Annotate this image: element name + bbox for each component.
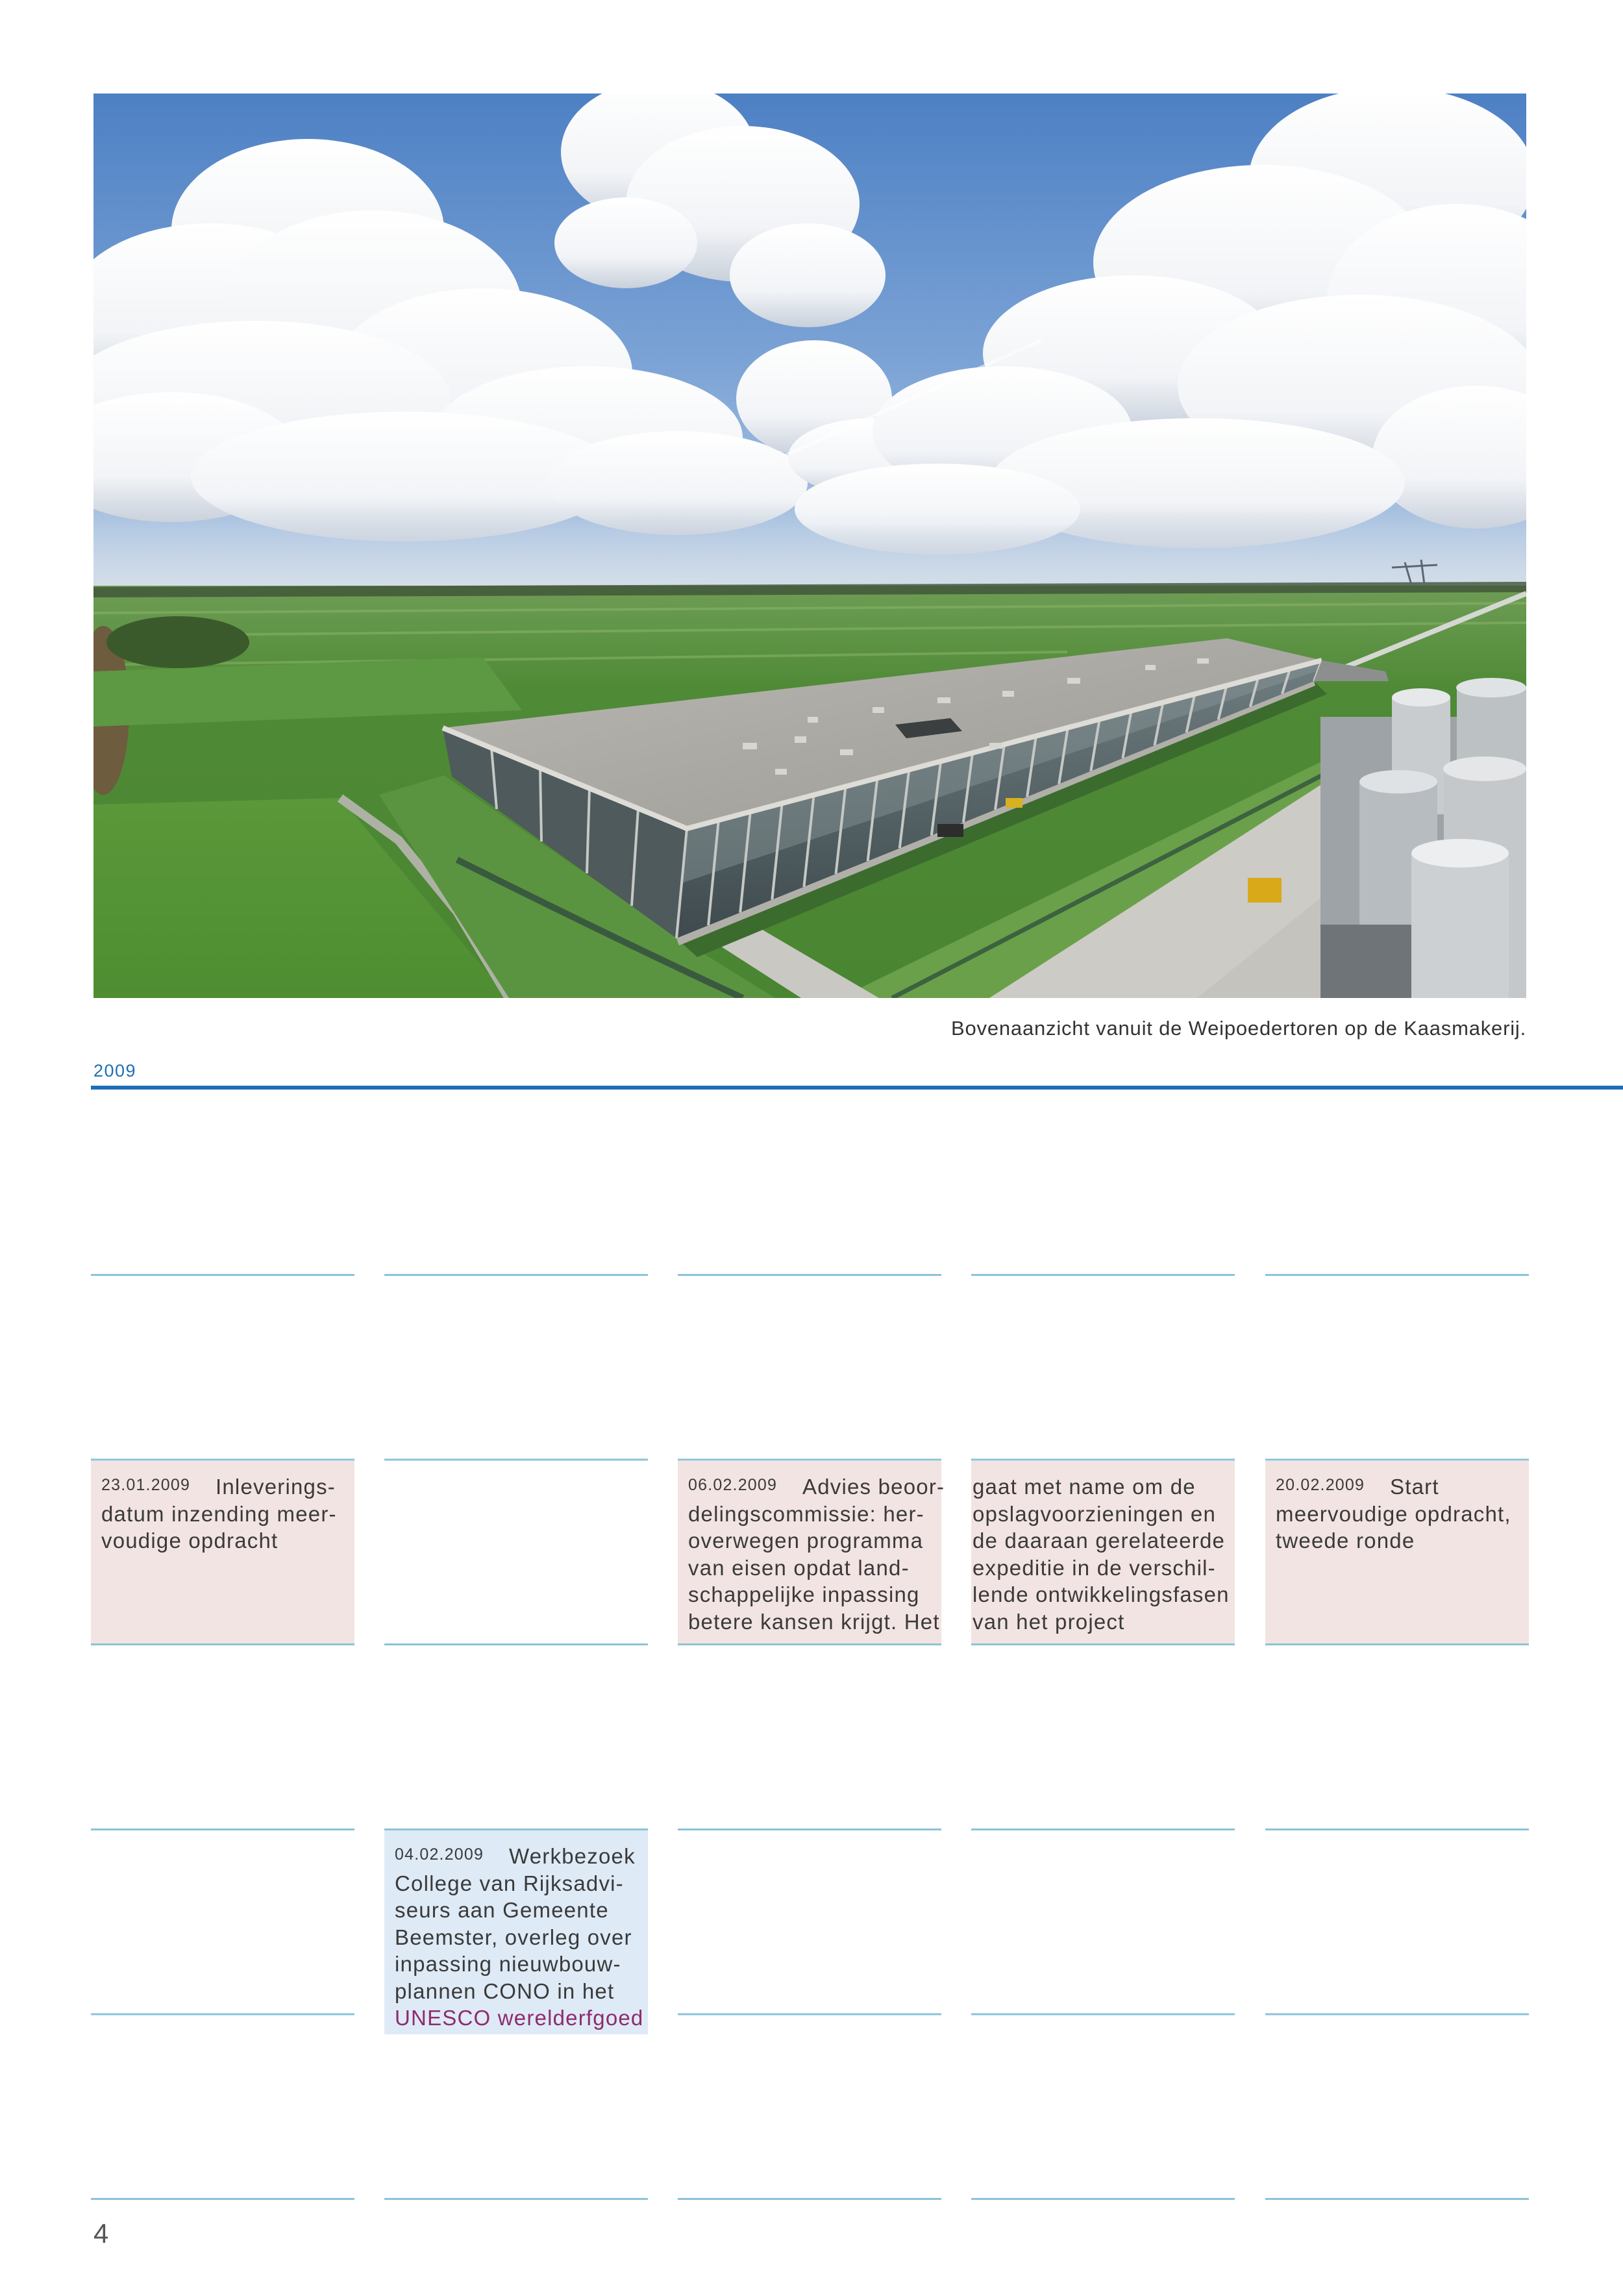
entry-text-line: Beemster, overleg over: [395, 1925, 632, 1949]
entry-text-line: voudige opdracht: [101, 1529, 279, 1553]
entry-text-line: datum inzending meer-: [101, 1501, 337, 1526]
roof-unit-part: [1002, 691, 1014, 697]
silos-part: [1443, 756, 1526, 781]
entry-text-line: inpassing nieuwbouw-: [395, 1952, 621, 1976]
roof-unit-part: [989, 743, 1002, 749]
entry-date: 04.02.2009: [395, 1845, 484, 1864]
entry-first-line: [1276, 1473, 1529, 1501]
timeline-column: [971, 1274, 1235, 2200]
entry-date: 06.02.2009: [688, 1476, 778, 1494]
entry-text-line: gaat met name om de: [973, 1475, 1196, 1499]
roof-unit-part: [1197, 658, 1209, 664]
entry-text-line: schappelijke inpassing: [688, 1582, 920, 1606]
silos-part: [1392, 688, 1450, 706]
entry-text-line: opslagvoorzieningen en: [973, 1501, 1216, 1526]
entry-text: Start: [1390, 1475, 1439, 1499]
entry-text: Inleverings-: [216, 1475, 336, 1499]
cloud-part: [730, 223, 886, 327]
roof-unit-part: [840, 749, 853, 755]
silos-part: [1359, 770, 1437, 793]
roof-unit-part: [775, 769, 787, 775]
excavator: [937, 824, 963, 837]
entry-text-line: overwegen programma: [688, 1529, 924, 1553]
page-number: 4: [93, 2218, 109, 2249]
silos: [1320, 678, 1526, 998]
timeline-column: [678, 1274, 945, 2200]
timeline-column: [384, 1274, 648, 2200]
entry-date: 20.02.2009: [1276, 1476, 1365, 1494]
timeline-entry-continuation: [971, 1461, 1235, 1643]
trees: [106, 616, 249, 668]
roof-unit-part: [873, 707, 884, 713]
entry-text-line: delingscommissie: her-: [688, 1501, 924, 1526]
entry-date: 23.01.2009: [101, 1476, 191, 1494]
roof-unit-part: [937, 697, 950, 703]
timeline-entry: [1265, 1461, 1529, 1643]
entry-first-line: [688, 1473, 945, 1501]
timeline-column: [91, 1274, 354, 2200]
roof-unit-part: [1145, 665, 1156, 670]
entry-first-line: [101, 1473, 354, 1501]
entry-text: Werkbezoek: [509, 1844, 636, 1868]
vehicle: [1006, 798, 1022, 808]
photo-caption: Bovenaanzicht vanuit de Weipoedertoren op de Kaasmakerij.: [951, 1017, 1526, 1040]
entry-text-line: de daaraan gerelateerde: [973, 1529, 1226, 1553]
entry-text-line: lende ontwikkelingsfasen: [973, 1582, 1230, 1606]
silos-part: [1411, 839, 1509, 867]
side-column-part: [540, 768, 541, 842]
roof-unit-part: [743, 743, 757, 749]
entry-first-line: [395, 1843, 648, 1870]
silos-part: [1411, 853, 1509, 998]
timeline-column: [1265, 1274, 1529, 2200]
entry-text-line: tweede ronde: [1276, 1529, 1415, 1553]
timeline-entry: [678, 1461, 945, 1643]
silos-part: [1320, 925, 1411, 998]
timeline-rule: [91, 1086, 1623, 1090]
entry-text-line: expeditie in de verschil-: [973, 1555, 1216, 1580]
entry-text-line: meervoudige opdracht,: [1276, 1501, 1511, 1526]
aerial-photo: [93, 94, 1526, 998]
unesco-link[interactable]: UNESCO werelderfgoed: [395, 2006, 644, 2030]
entry-text-line: van eisen opdat land-: [688, 1555, 910, 1580]
roof-unit-part: [808, 717, 818, 723]
entry-text-line: plannen CONO in het: [395, 1978, 615, 2003]
entry-text: Advies beoor-: [802, 1475, 945, 1499]
roof-unit-part: [1067, 678, 1080, 684]
roof-unit-part: [795, 736, 806, 743]
horizon-haze: [93, 509, 1526, 590]
silos-part: [1456, 678, 1526, 697]
cloud-part: [554, 197, 697, 288]
entry-text-line: seurs aan Gemeente: [395, 1898, 609, 1922]
timeline-entry: [91, 1461, 354, 1643]
entry-text-line: van het project: [973, 1609, 1125, 1634]
timeline-entry: [384, 1830, 648, 2034]
year-label: 2009: [93, 1061, 137, 1080]
entry-text-line: College van Rijksadvi-: [395, 1871, 624, 1895]
vehicle: [1248, 878, 1282, 903]
entry-text-line: betere kansen krijgt. Het: [688, 1609, 940, 1634]
